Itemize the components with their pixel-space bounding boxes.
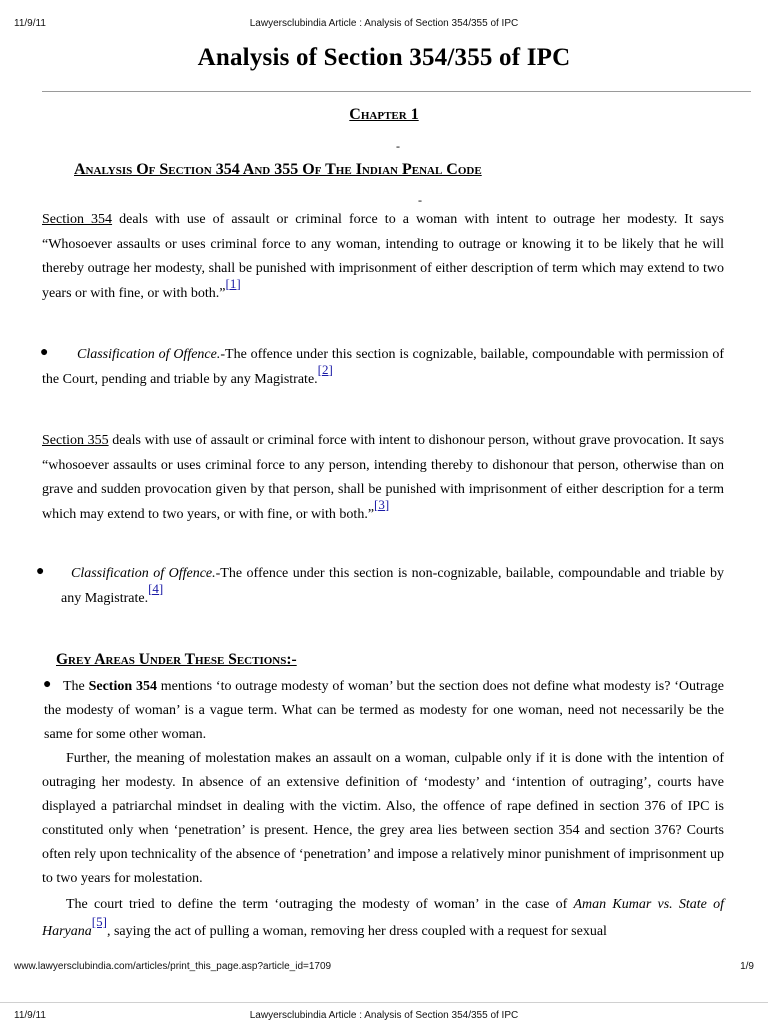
classification-354: Classification of Offence.-The offence under this section is cognizable, bailable, compoundable with permission of the Court, pending and triable by any Magistrate.[2] (42, 347, 724, 387)
paragraph-section-354: Section 354 deals with use of assault or criminal force to a woman with intent to outrage her modesty. It says “Whosoever assaults or uses criminal force to any woman, intending to outrage or knowing it to be likely that he will thereby outrage her modesty, shall be punished with imprisonment of either description of term which may extend to two years or with fine, or with both.”[1] (42, 212, 724, 301)
grey-area-molestation: Further, the meaning of molestation makes an assault on a woman, culpable only if it is done with the intention of outraging her modesty. In absence of an extensive definition of ‘modesty’ and ‘intention of outraging’, courts have displayed a patriarchal mindset in dealing with the victim. Also, the offence of rape defined in section 376 of IPC is constituted only when ‘penetration’ is present. Hence, the grey area lies between section 354 and section 376? Courts often rely upon technicality of the absence of ‘penetration’ and impose a relatively minor punishment of imprisonment up to two years for molestation. (42, 751, 724, 886)
section-heading: Analysis Of Section 354 And 355 Of The Indian Penal Code (74, 161, 482, 178)
footnote-3-link[interactable]: [3] (374, 496, 390, 512)
dash-2: - (418, 193, 422, 207)
bullet-dot: ● (43, 677, 52, 692)
print-header (0, 18, 768, 32)
footnote-5-link[interactable]: [5] (91, 914, 107, 929)
print-footer (0, 961, 768, 975)
classification-355: Classification of Offence.-The offence under this section is non-cognizable, bailable, compoundable and triable by any Magistrate.[4] (61, 566, 724, 606)
section-354-link[interactable]: Section 354 (42, 212, 113, 227)
dash-1: - (396, 139, 400, 153)
footnote-1-link[interactable]: [1] (225, 275, 241, 291)
bullet-dot: ● (40, 345, 49, 360)
grey-area-case: The court tried to define the term ‘outraging the modesty of woman’ in the case of Aman Kumar vs. State of Haryana[5], saying the act of pulling a woman, removing her dress coupled with a request for sexual (42, 897, 724, 939)
case-name: Aman Kumar vs. State of Haryana (42, 897, 724, 939)
paragraph-section-355: Section 355 deals with use of assault or criminal force with intent to dishonour person, without grave provocation. It says “whosoever assaults or uses criminal force to any person, intending thereby to dishonour that person, otherwise than on grave and sudden provocation given by that person, shall be punished with imprisonment of either description for a term which may extend to two years, or with fine, or with both.”[3] (42, 433, 724, 522)
next-print-title: Lawyersclubindia Article : Analysis of Section 354/355 of IPC (249, 1010, 519, 1021)
article-title: Analysis of Section 354/355 of IPC (197, 44, 571, 71)
next-print-date: 11/9/11 (14, 1010, 46, 1021)
footnote-2-link[interactable]: [2] (317, 361, 333, 377)
chapter-heading: Chapter 1 (349, 106, 419, 123)
page-separator (0, 1002, 768, 1003)
print-page-title: Lawyersclubindia Article : Analysis of Section 354/355 of IPC (249, 18, 519, 29)
grey-areas-heading: Grey Areas Under These Sections:- (56, 651, 297, 668)
grey-area-modesty: The Section 354 mentions ‘to outrage modesty of woman’ but the section does not define what modesty is? ‘Outrage the modesty of woman’ is a vague term. What can be termed as modesty for one woman, need not necessarily be the same for some other woman. (44, 679, 724, 742)
page-url: www.lawyersclubindia.com/articles/print_this_page.asp?article_id=1709 (14, 961, 332, 972)
section-355-link[interactable]: Section 355 (42, 433, 109, 448)
bullet-dot: ● (36, 564, 45, 579)
next-page-header (0, 1010, 768, 1024)
page-number: 1/9 (740, 961, 754, 972)
print-date: 11/9/11 (14, 18, 46, 29)
footnote-4-link[interactable]: [4] (148, 580, 164, 596)
title-divider (42, 91, 751, 92)
